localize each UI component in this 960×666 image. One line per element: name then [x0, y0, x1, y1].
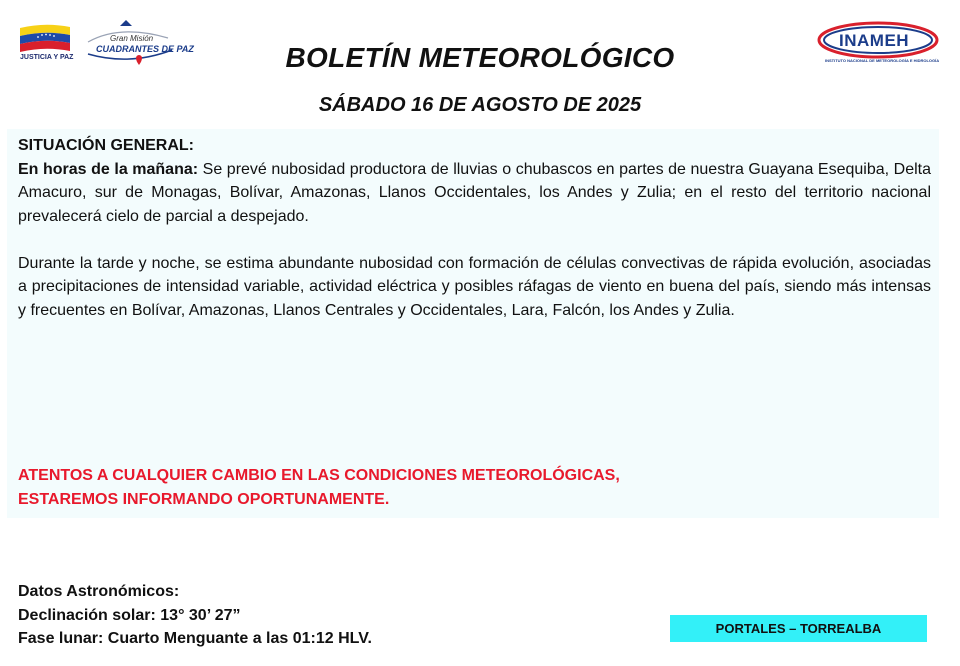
moon-phase: Fase lunar: Cuarto Menguante a las 01:12 HLV. [18, 630, 372, 647]
astro-heading: Datos Astronómicos: [18, 583, 180, 600]
situation-heading: SITUACIÓN GENERAL: [18, 137, 194, 154]
morning-text: Se prevé nubosidad productora de lluvias o chubascos en partes de nuestra Guayana Esequiba, Delta Amacuro, sur de Monagas, Bolívar, Amazonas, Llanos Occidentales, los Andes y Zulia; en el resto del territorio nacional prevalecerá cielo de parcial a despejado. [18, 160, 932, 225]
alert-line-2: ESTAREMOS INFORMANDO OPORTUNAMENTE. [18, 490, 390, 508]
mission-big-label: CUADRANTES DE PAZ [96, 44, 194, 54]
alert-line-1: ATENTOS A CUALQUIER CAMBIO EN LAS CONDICIONES METEOROLÓGICAS, [18, 467, 620, 484]
forecast-panel [7, 129, 939, 518]
bulletin-date: SÁBADO 16 DE AGOSTO DE 2025 [318, 94, 642, 116]
morning-paragraph [18, 158, 931, 229]
alert-message [18, 464, 931, 511]
astronomical-data [18, 580, 372, 651]
afternoon-paragraph: Durante la tarde y noche, se estima abundante nubosidad con formación de células convectivas de rápida evolución, asociadas a precipitaciones de intensidad variable, actividad eléctrica y posibles ráfagas de viento en buena del país, siendo más intensas y frecuentes en Bolívar, Amazonas, Llanos Centrales y Occidentales, Lara, Falcón, los Andes y Zulia. [18, 254, 931, 319]
morning-label: En horas de la mañana: [18, 160, 199, 178]
inameh-name: INAMEH [839, 31, 910, 50]
inameh-subtitle: INSTITUTO NACIONAL DE METEOROLOGÍA E HIDROLOGÍA [825, 58, 940, 63]
solar-declination: Declinación solar: 13° 30’ 27” [18, 606, 241, 624]
bulletin-title: BOLETÍN METEOROLÓGICO [285, 42, 675, 73]
forecast-body [18, 134, 931, 322]
authors-badge: PORTALES – TORREALBA [670, 615, 927, 642]
justicia-y-paz-label: JUSTICIA Y PAZ [20, 54, 74, 61]
mission-small-label: Gran Misión [110, 34, 154, 43]
